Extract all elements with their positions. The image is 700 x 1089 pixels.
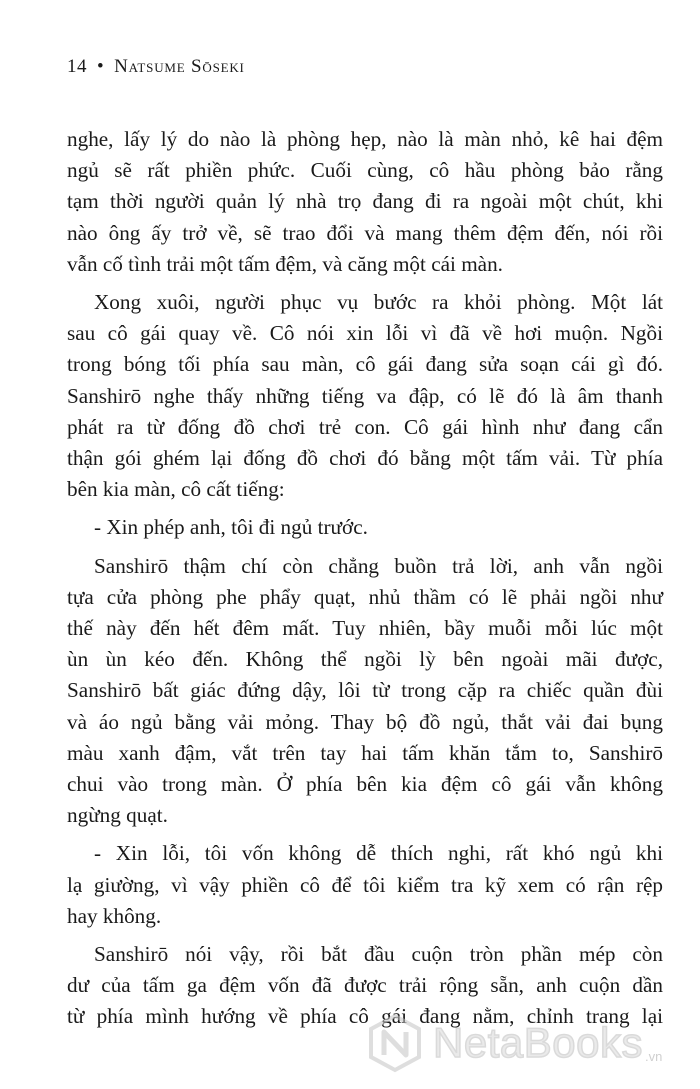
page-number: 14 xyxy=(67,56,87,77)
text-line: tạm thời người quản lý nhà trọ đang đi ra ngoài một chút, khi xyxy=(67,189,663,214)
text-line: dư của tấm ga đệm vốn đã được trải rộng sẵn, anh cuộn dần xyxy=(67,973,663,998)
header-separator: • xyxy=(97,56,105,77)
text-line: trong bóng tối phía sau màn, cô gái đang sửa soạn cái gì đó. xyxy=(67,352,663,377)
text-line: ùn ùn kéo đến. Không thể ngồi lỳ bên ngoài mãi được, xyxy=(67,647,663,672)
text-line: từ phía mình hướng về phía cô gái đang nằm, chỉnh trang lại xyxy=(67,1004,663,1029)
text-line: hay không. xyxy=(67,903,162,928)
watermark-brand: NetaBooks xyxy=(433,1019,643,1066)
text-line: ngủ sẽ rất phiền phức. Cuối cùng, cô hầu phòng bảo rằng xyxy=(67,158,663,183)
text-line: - Xin phép anh, tôi đi ngủ trước. xyxy=(94,515,368,540)
netabooks-n-logo-icon xyxy=(365,1013,425,1073)
text-line: ngừng quạt. xyxy=(67,803,168,828)
text-line: Sanshirō nói vậy, rồi bắt đầu cuộn tròn phần mép còn xyxy=(94,942,663,967)
author-name: Natsume Sōseki xyxy=(114,56,245,77)
text-line: Sanshirō bất giác đứng dậy, lôi từ trong cặp ra chiếc quần đùi xyxy=(67,678,663,703)
text-line: lạ giường, vì vậy phiền cô để tôi kiểm tra kỹ xem có rận rệp xyxy=(67,872,663,897)
text-line: nghe, lấy lý do nào là phòng hẹp, nào là màn nhỏ, kê hai đệm xyxy=(67,127,663,151)
watermark-tld: .vn xyxy=(644,1049,663,1064)
text-line: màu xanh đậm, vắt trên tay hai tấm khăn tắm to, Sanshirō xyxy=(67,740,663,765)
text-line: phát ra từ đống đồ chơi trẻ con. Cô gái hình như đang cẩn xyxy=(67,414,663,439)
text-line: - Xin lỗi, tôi vốn không dễ thích nghi, rất khó ngủ khi xyxy=(94,841,663,866)
text-line: vẫn cố tình trải một tấm đệm, và căng một cái màn. xyxy=(67,251,503,276)
paragraph xyxy=(67,838,663,932)
text-line: Sanshirō thậm chí còn chẳng buồn trả lời, anh vẫn ngồi xyxy=(94,553,663,578)
running-head xyxy=(67,56,245,78)
paragraph xyxy=(67,124,663,280)
paragraph xyxy=(67,512,663,543)
text-line: thế này đến hết đêm mất. Tuy nhiên, bầy muỗi mỗi lúc một xyxy=(67,616,663,641)
paragraph xyxy=(67,287,663,505)
text-line: nào ông ấy trở về, sẽ trao đổi và mang thêm đệm đến, nói rồi xyxy=(67,220,663,245)
text-line: Sanshirō nghe thấy những tiếng va đập, có lẽ đó là âm thanh xyxy=(67,383,663,408)
text-line: sau cô gái quay về. Cô nói xin lỗi vì đã về hơi muộn. Ngồi xyxy=(67,321,663,346)
paragraph xyxy=(67,551,663,832)
body-text xyxy=(67,124,663,1040)
text-line: Xong xuôi, người phục vụ bước ra khỏi phòng. Một lát xyxy=(94,290,663,315)
text-line: và áo ngủ bằng vải mỏng. Thay bộ đồ ngủ, thắt vải đai bụng xyxy=(67,709,663,734)
text-line: chui vào trong màn. Ở phía bên kia đệm cô gái vẫn không xyxy=(67,772,663,797)
netabooks-watermark xyxy=(365,1004,695,1082)
text-line: thận gói ghém lại đống đồ chơi đó bằng một tấm vải. Từ phía xyxy=(67,446,663,471)
text-line: tựa cửa phòng phe phẩy quạt, nhủ thầm có lẽ phải ngồi như xyxy=(67,584,663,609)
text-line: bên kia màn, cô cất tiếng: xyxy=(67,477,285,502)
